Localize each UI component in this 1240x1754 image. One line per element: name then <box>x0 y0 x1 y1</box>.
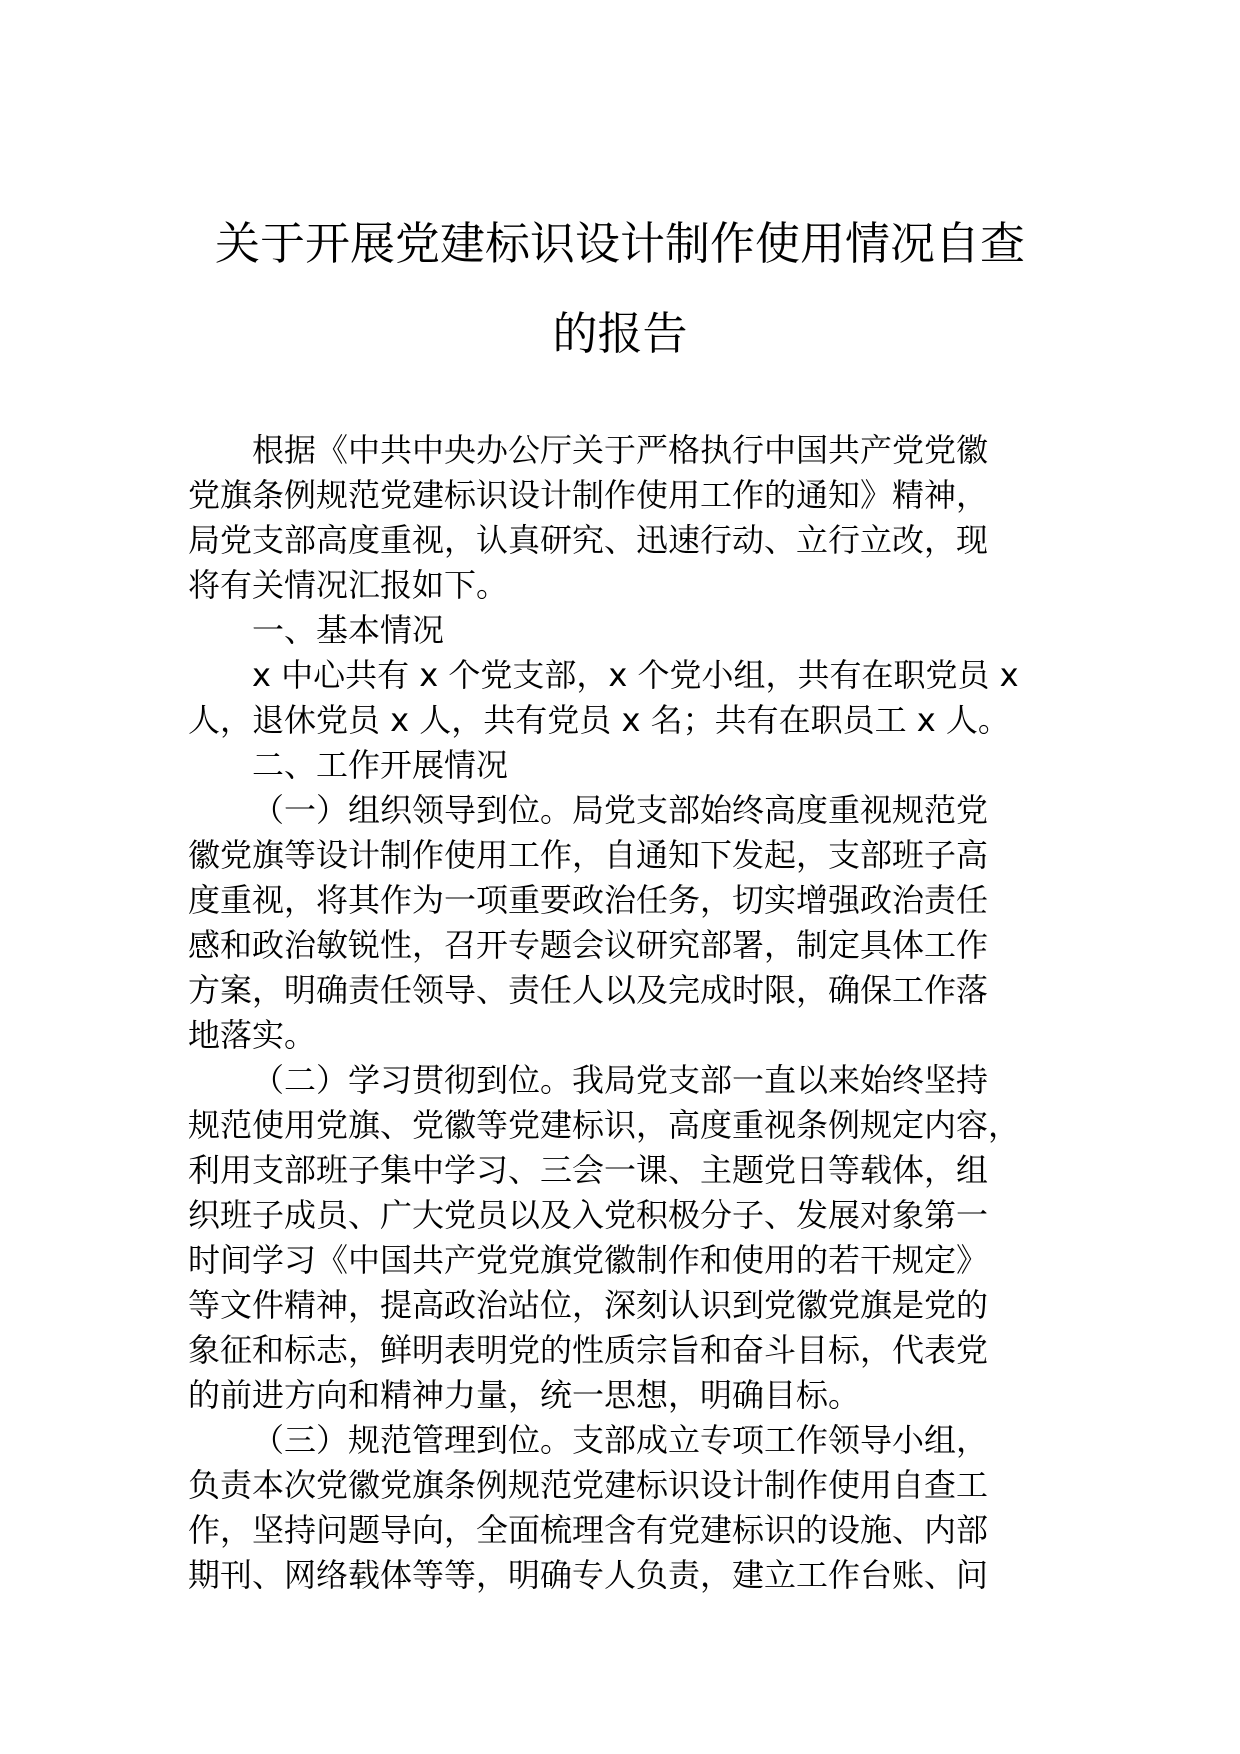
body-line: x 中心共有 x 个党支部，x 个党小组，共有在职党员 x <box>252 656 1019 694</box>
body-line: 方案，明确责任领导、责任人以及完成时限，确保工作落 <box>188 971 989 1009</box>
body-line: 的前进方向和精神力量，统一思想，明确目标。 <box>188 1376 861 1414</box>
body-line: 负责本次党徽党旗条例规范党建标识设计制作使用自查工 <box>188 1466 989 1504</box>
section-heading: 一、基本情况 <box>252 611 445 649</box>
body-line: 徽党旗等设计制作使用工作，自通知下发起，支部班子高 <box>188 836 989 874</box>
document-body <box>188 428 1088 1598</box>
body-line: 人，退休党员 x 人，共有党员 x 名；共有在职员工 x 人。 <box>188 701 1010 739</box>
body-line: 度重视，将其作为一项重要政治任务，切实增强政治责任 <box>188 881 989 919</box>
body-line: 织班子成员、广大党员以及入党积极分子、发展对象第一 <box>188 1196 989 1234</box>
body-line: 利用支部班子集中学习、三会一课、主题党日等载体，组 <box>188 1151 989 1189</box>
section-heading: 二、工作开展情况 <box>252 746 509 784</box>
body-line: 作，坚持问题导向，全面梳理含有党建标识的设施、内部 <box>188 1511 989 1549</box>
body-line: （三）规范管理到位。支部成立专项工作领导小组， <box>252 1421 989 1459</box>
body-line: 党旗条例规范党建标识设计制作使用工作的通知》精神， <box>188 476 989 514</box>
body-line: （一）组织领导到位。局党支部始终高度重视规范党 <box>252 791 989 829</box>
body-line: （二）学习贯彻到位。我局党支部一直以来始终坚持 <box>252 1061 989 1099</box>
body-line: 根据《中共中央办公厅关于严格执行中国共产党党徽 <box>252 431 989 469</box>
body-line: 等文件精神，提高政治站位，深刻认识到党徽党旗是党的 <box>188 1286 989 1324</box>
body-line: 期刊、网络载体等等，明确专人负责，建立工作台账、问 <box>188 1556 989 1594</box>
body-line: 局党支部高度重视，认真研究、迅速行动、立行立改，现 <box>188 521 989 559</box>
body-line: 地落实。 <box>188 1016 317 1054</box>
body-line: 象征和标志，鲜明表明党的性质宗旨和奋斗目标，代表党 <box>188 1331 989 1369</box>
body-line: 将有关情况汇报如下。 <box>188 566 509 604</box>
document-title-line-1: 关于开展党建标识设计制作使用情况自查 <box>214 217 1025 270</box>
body-line: 感和政治敏锐性，召开专题会议研究部署，制定具体工作 <box>188 926 989 964</box>
body-line: 规范使用党旗、党徽等党建标识，高度重视条例规定内容， <box>188 1106 1021 1144</box>
document-title-line-2: 的报告 <box>552 307 688 360</box>
body-line: 时间学习《中国共产党党旗党徽制作和使用的若干规定》 <box>188 1241 989 1279</box>
